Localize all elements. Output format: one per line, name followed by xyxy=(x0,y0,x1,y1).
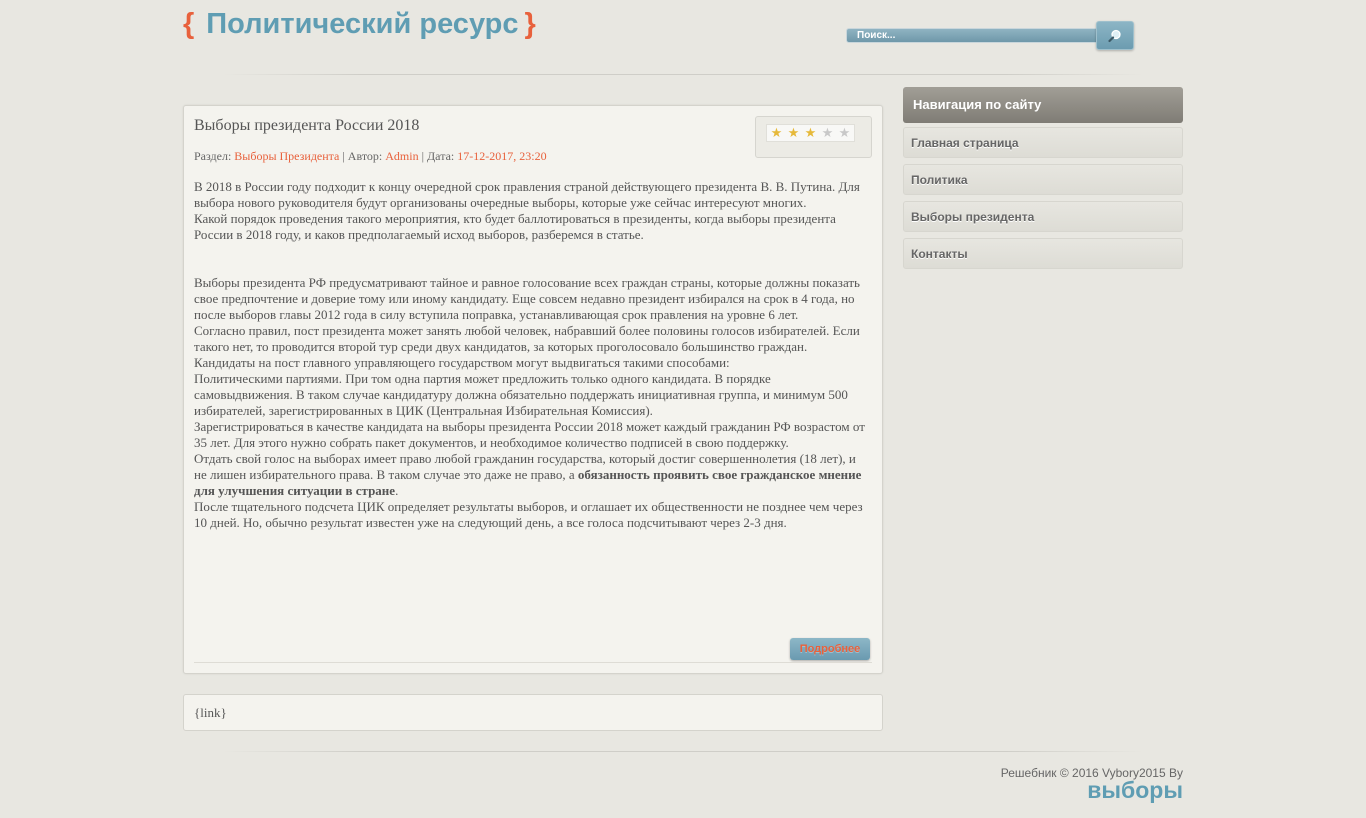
sidebar-item-elections[interactable]: Выборы президента xyxy=(903,201,1183,232)
site-title[interactable]: Политический ресурс xyxy=(206,8,519,40)
article-paragraph: После тщательного подсчета ЦИК определяет результаты выборов, и оглашает их общественности не позднее чем через 10 дней. Но, обычно результат известен уже на следующий день, а все голоса подсчитывают через 2-3 дня. xyxy=(194,499,863,530)
article-paragraph xyxy=(194,451,869,499)
page xyxy=(183,0,1183,818)
article-spacer xyxy=(194,243,869,275)
read-more-button[interactable]: Подробнее xyxy=(790,638,870,660)
star-icon[interactable]: ★ xyxy=(804,125,817,141)
paragraph-bold-text: обязанность проявить свое гражданское мнение для улучшения ситуации в стране xyxy=(194,467,862,498)
rating-stars[interactable] xyxy=(766,124,855,142)
date-link[interactable]: 17-12-2017, 23:20 xyxy=(457,149,547,163)
logo-brace-open: { xyxy=(183,8,195,40)
sidebar-item-contacts[interactable]: Контакты xyxy=(903,238,1183,269)
article xyxy=(183,105,883,674)
article-paragraph: Кандидаты на пост главного управляющего государством могут выдвигаться такими способами: xyxy=(194,355,730,370)
meta-separator: | xyxy=(342,149,345,163)
header-divider xyxy=(223,74,1143,75)
link-box xyxy=(183,694,883,731)
search-button[interactable] xyxy=(1096,21,1134,50)
search-icon xyxy=(1108,29,1122,43)
article-paragraph: Согласно правил, пост президента может занять любой человек, набравший более половины голосов избирателей. Если такого нет, то проводится второй тур среди двух кандидатов, за которых проголосовало большинство граждан. xyxy=(194,323,860,354)
footer-brand[interactable]: выборы xyxy=(1087,777,1183,803)
author-label: Автор: xyxy=(347,149,383,163)
star-icon[interactable]: ★ xyxy=(787,125,800,141)
logo-brace-close: } xyxy=(524,8,536,40)
article-meta xyxy=(194,149,547,164)
article-divider xyxy=(194,662,872,663)
rating-box xyxy=(755,116,872,158)
section-link[interactable]: Выборы Президента xyxy=(234,149,340,163)
star-icon[interactable]: ★ xyxy=(838,125,851,141)
star-icon[interactable]: ★ xyxy=(770,125,783,141)
paragraph-text: Отдать свой голос на выборах имеет право любой гражданин государства, который достиг совершеннолетия (18 лет), и не лишен избирательного права. В таком случае это даже не право, а xyxy=(194,451,856,482)
article-paragraph: Политическими партиями. При том одна партия может предложить только одного кандидата. В порядке самовыдвижения. В таком случае кандидатуру должна обязательно поддержать инициативная группа, и минимум 500 избирателей, зарегистрированных в ЦИК (Центральная Избирательная Комиссия). xyxy=(194,371,848,418)
author-link[interactable]: Admin xyxy=(385,149,419,163)
article-paragraph: В 2018 в России году подходит к концу очередной срок правления страной действующего президента В. В. Путина. Для выбора нового руководителя будут организованы очередные выборы, которые уже сейчас интересуют многих. xyxy=(194,179,860,210)
article-body xyxy=(194,179,869,531)
date-label: Дата: xyxy=(427,149,455,163)
footer-copyright: Решебник © 2016 Vybory2015 By xyxy=(1000,766,1183,780)
site-logo[interactable] xyxy=(183,8,536,41)
search-input[interactable] xyxy=(846,28,1105,43)
article-paragraph: Зарегистрироваться в качестве кандидата на выборы президента России 2018 может каждый гражданин РФ возрастом от 35 лет. Для этого нужно собрать пакет документов, и необходимое количество подписей в свою поддержку. xyxy=(194,419,865,450)
sidebar-item-politics[interactable]: Политика xyxy=(903,164,1183,195)
paragraph-text: . xyxy=(395,483,399,498)
article-title[interactable]: Выборы президента России 2018 xyxy=(194,117,420,134)
sidebar-item-home[interactable]: Главная страница xyxy=(903,127,1183,158)
article-paragraph: Какой порядок проведения такого мероприятия, кто будет баллотироваться в президенты, когда выборы президента России в 2018 году, и каков предполагаемый исход выборов, разберемся в статье. xyxy=(194,211,836,242)
link-placeholder: {link} xyxy=(194,705,227,720)
footer-divider xyxy=(223,751,1143,752)
section-label: Раздел: xyxy=(194,149,232,163)
article-paragraph: Выборы президента РФ предусматривают тайное и равное голосование всех граждан страны, которые должны показать свое предпочтение и доверие тому или иному кандидату. Еще совсем недавно президент избирался на срок в 4 года, но после выборов главы 2012 года в силу вступила поправка, устанавливающая срок правления на уровне 6 лет. xyxy=(194,275,860,322)
sidebar-heading: Навигация по сайту xyxy=(903,87,1183,123)
star-icon[interactable]: ★ xyxy=(821,125,834,141)
meta-separator: | xyxy=(421,149,424,163)
